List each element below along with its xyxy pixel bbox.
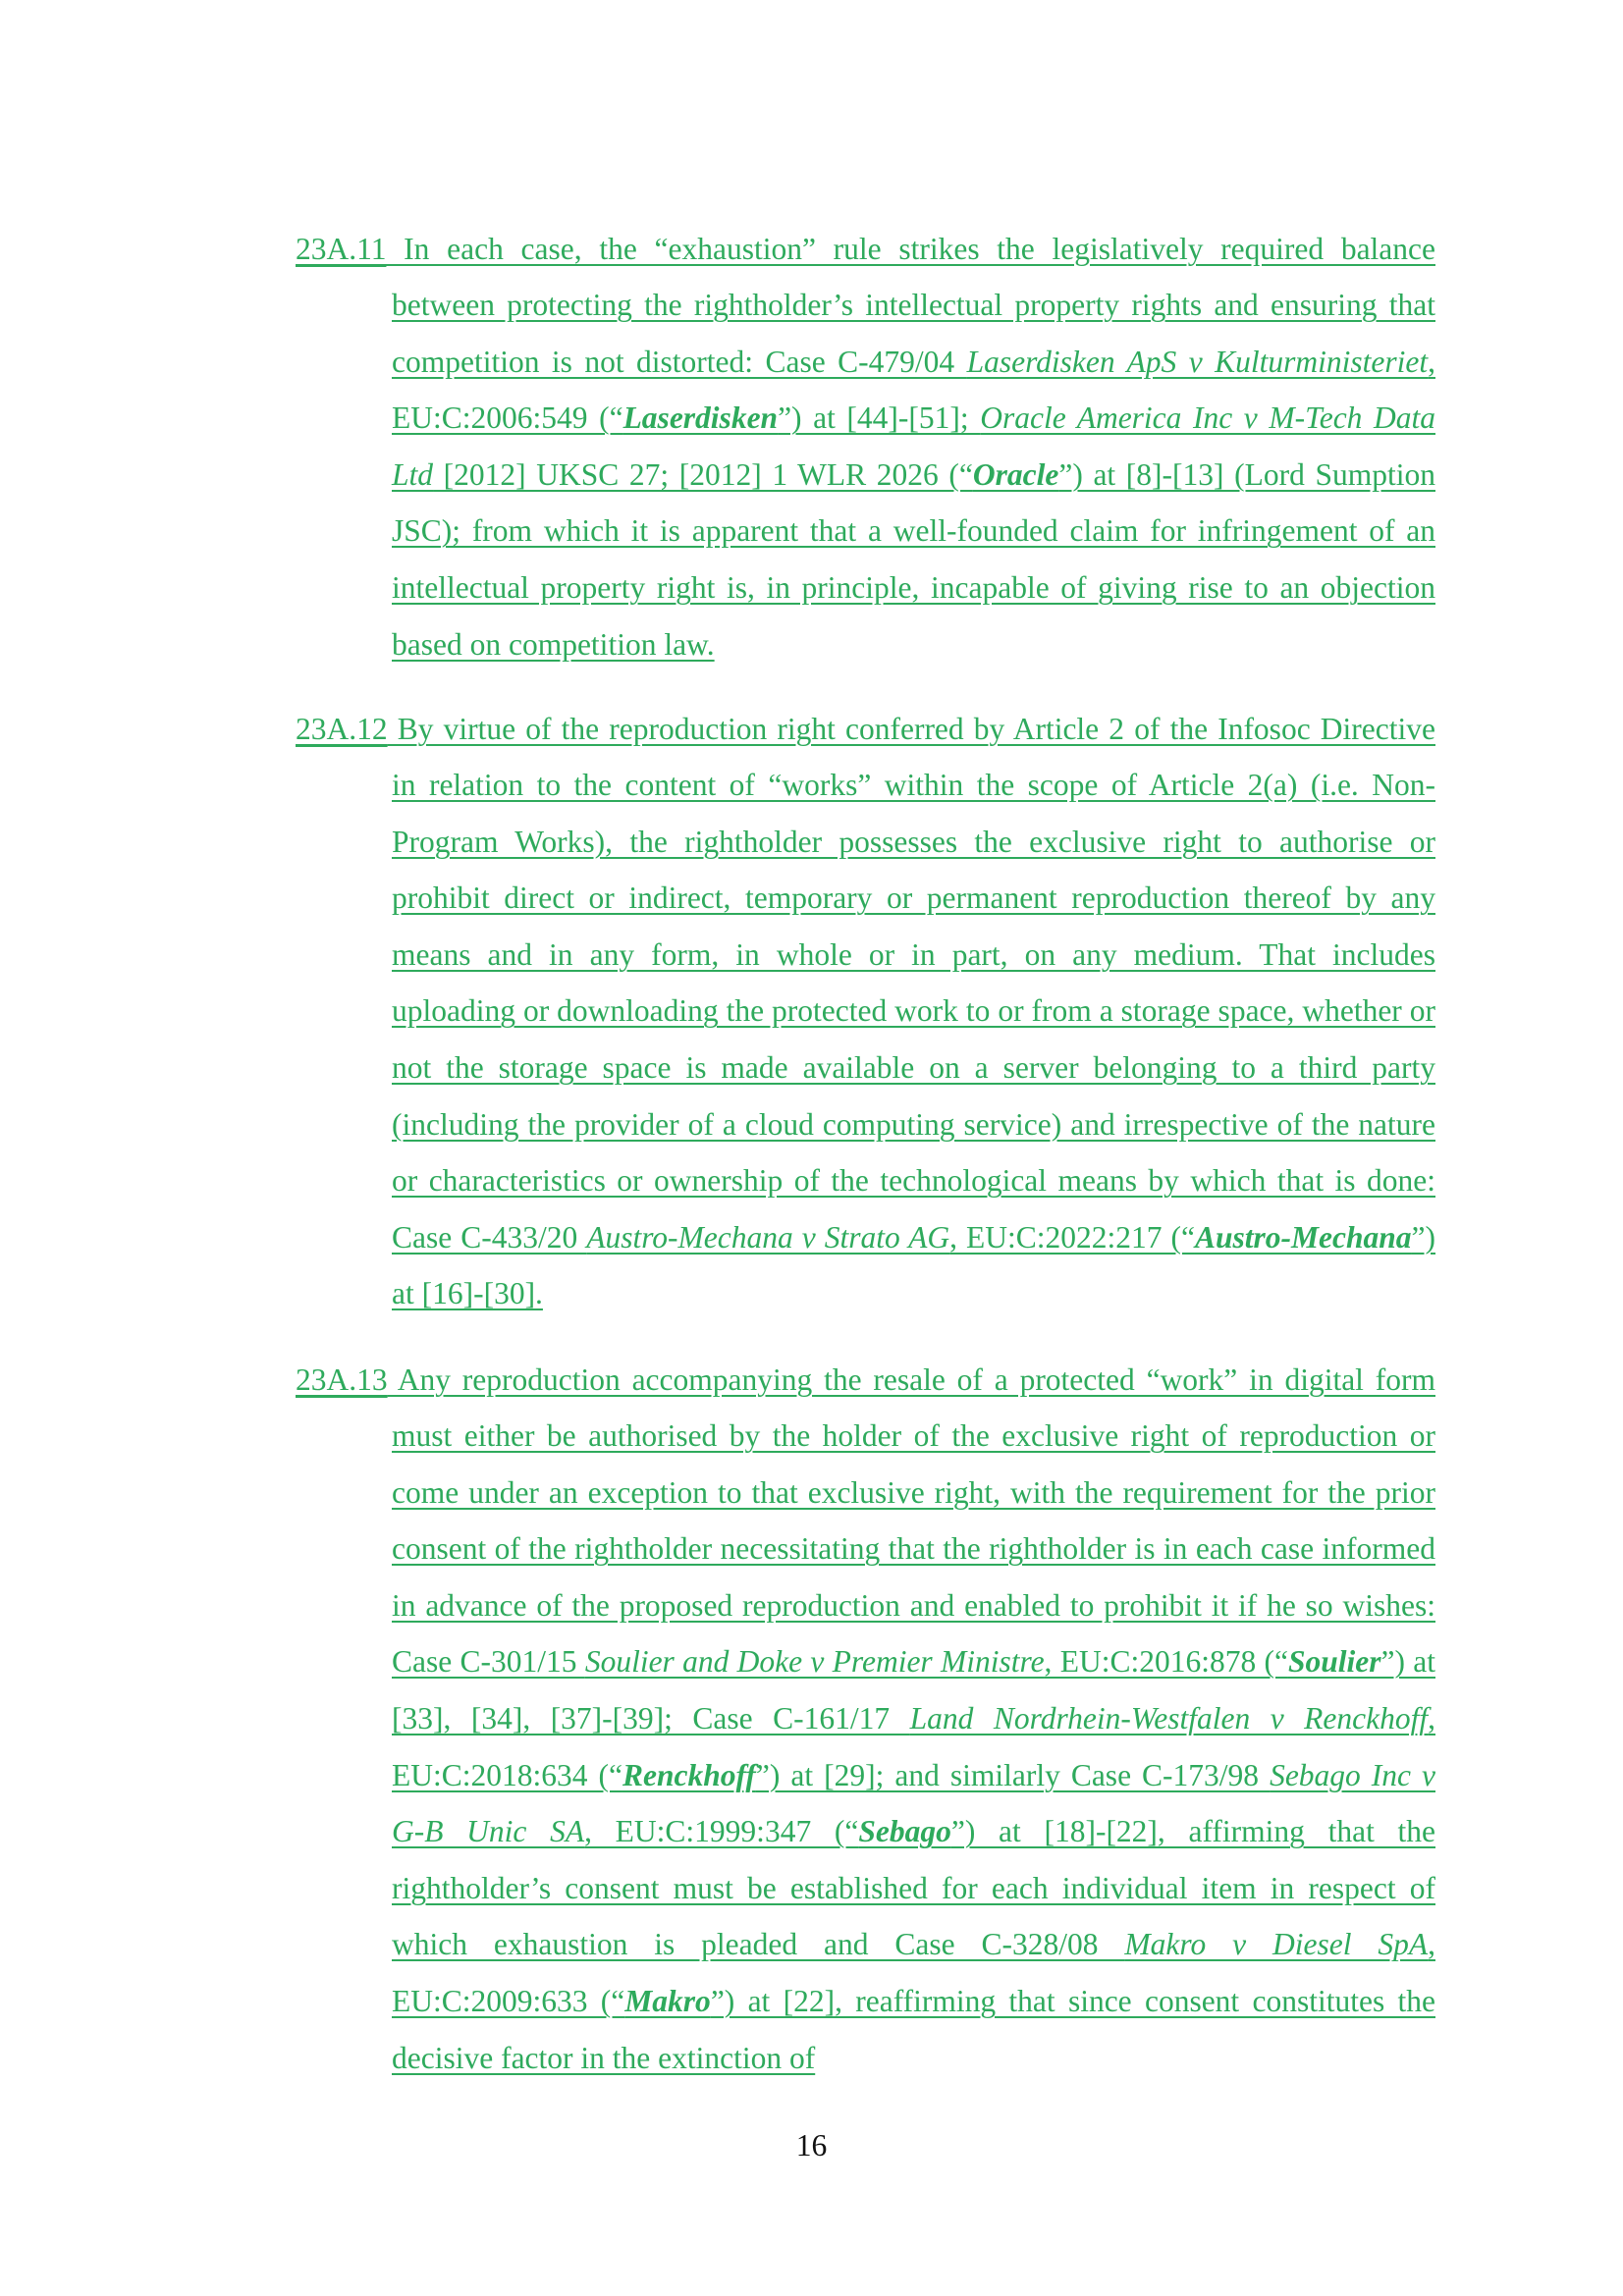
text-run: , EU:C:2009:633 (“ [392,1927,1435,2019]
defined-term-bold-italic: Austro-Mechana [1194,1219,1412,1255]
defined-term-bold-italic: Laserdisken [622,400,779,436]
paragraph-number: 23A.12 [296,711,388,746]
text-run: ”) at [16]-[30]. [392,1219,1436,1311]
defined-term-bold-italic: Renckhoff [622,1757,756,1792]
text-run: ”) at [29]; and similarly Case C-173/98 [755,1757,1271,1792]
text-run: By virtue of the reproduction right conferred by Article 2 of the Infosoc Directive in relation to the content of “works” within the scope of Article 2(a) (i.e. Non-Program Works), the rightholder possesses the exclusive right to authorise or prohibit direct or indirect, temporary or permanent reproduction thereof by any means and in any form, in whole or in part, on any medium. That includes uploading or downloading the protected work to or from a storage space, whether or not the storage space is made available on a server belonging to a third party (including the provider of a cloud computing service) and irrespective of the nature or characteristics or ownership of the technological means by which that is done: Case C-433/20 [387,711,1435,1255]
paragraph-23a-12 [296,701,1435,1323]
paragraph-23a-13 [296,1352,1435,2087]
case-name-italic: Sebago Inc v G-B Unic SA [392,1757,1435,1849]
defined-term-bold-italic: Makro [624,1984,711,2019]
text-run: , EU:C:2006:549 (“ [392,344,1435,436]
text-run: , EU:C:2022:217 (“ [949,1219,1195,1255]
text-run: Any reproduction accompanying the resale of a protected “work” in digital form must either be authorised by the holder of the exclusive right of reproduction or come under an exception to that exclusive right, with the requirement for the prior consent of the rightholder necessitating that the rightholder is in each case informed in advance of the proposed reproduction and enabled to prohibit it if he so wishes: Case C-301/15 [387,1362,1435,1680]
defined-term-bold-italic: Soulier [1287,1644,1381,1680]
text-run: , EU:C:1999:347 (“ [584,1814,859,1849]
text-run: ”) at [18]-[22], affirming that the rightholder’s consent must be established for each individual item in respect of which exhaustion is pleaded and Case C-328/08 [392,1814,1436,1962]
paragraph-23a-11 [296,221,1435,673]
defined-term-bold-italic: Oracle [972,456,1059,492]
case-name-italic: Soulier and Doke v Premier Ministre [584,1644,1045,1680]
case-name-italic: Makro v Diesel SpA [1124,1927,1429,1962]
text-run: , EU:C:2016:878 (“ [1044,1644,1288,1680]
text-run: In each case, the “exhaustion” rule strikes the legislatively required balance between protecting the rightholder’s intellectual property rights and ensuring that competition is not distorted: Case C-479/04 [386,231,1435,379]
defined-term-bold-italic: Sebago [858,1814,951,1849]
text-run: [2012] UKSC 27; [2012] 1 WLR 2026 (“ [433,456,973,492]
text-run: ”) at [22], reaffirming that since consent constitutes the decisive factor in the extinction of [392,1984,1435,2075]
text-run: ”) at [44]-[51]; [778,400,981,436]
case-name-italic: Laserdisken ApS v Kulturministeriet [966,344,1429,379]
case-name-italic: Land Nordrhein-Westfalen v Renckhoff [909,1701,1429,1736]
text-run: ”) at [33], [34], [37]-[39]; Case C-161/17 [392,1644,1435,1736]
paragraph-number: 23A.13 [296,1362,388,1397]
case-name-italic: Austro-Mechana v Strato AG [586,1219,950,1255]
page-number: 16 [795,2128,828,2163]
case-name-italic: Oracle America Inc v M-Tech Data Ltd [392,400,1436,492]
text-run: , EU:C:2018:634 (“ [392,1701,1435,1792]
text-run: ”) at [8]-[13] (Lord Sumption JSC); from which it is apparent that a well-founded claim for infringement of an intellectual property right is, in principle, incapable of giving rise to an objection based on competition law. [392,456,1435,662]
paragraph-number: 23A.11 [296,231,387,266]
